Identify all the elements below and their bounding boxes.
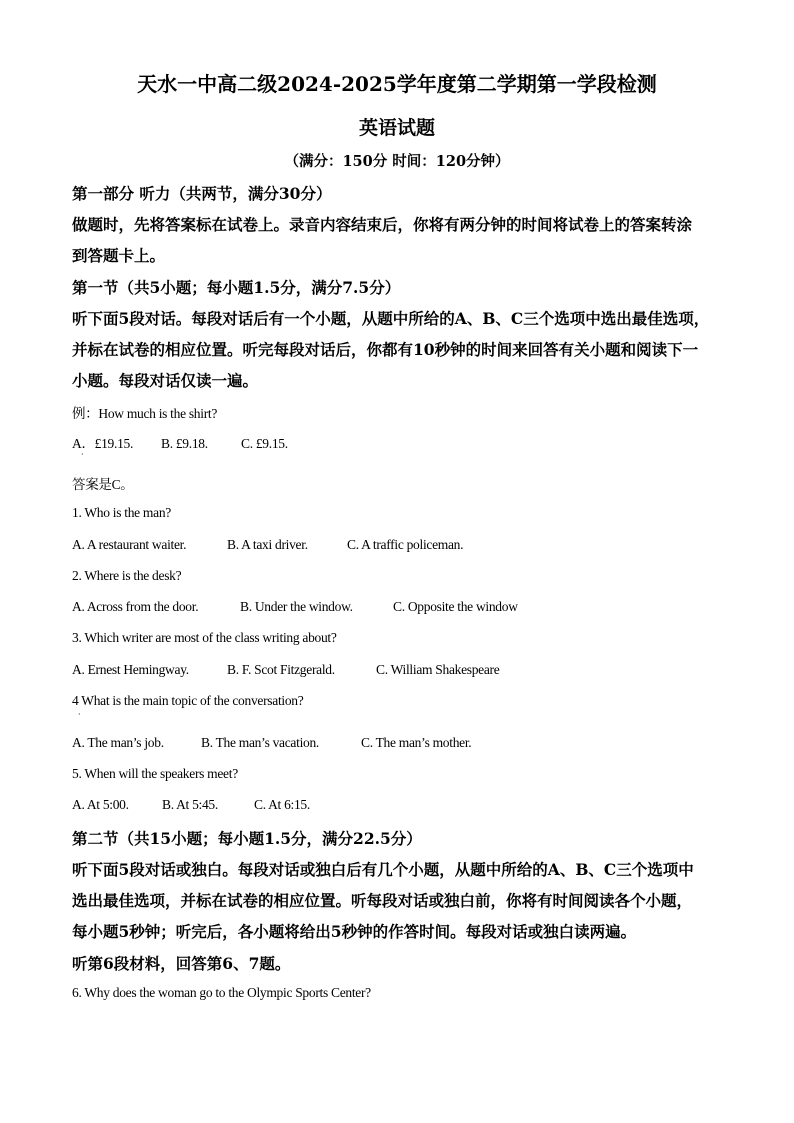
example-answer: 答案是C。 — [72, 477, 134, 492]
stray-dot-mark: · — [81, 450, 84, 459]
question-3-options — [72, 662, 499, 678]
section2-material: 听第6段材料，回答第6、7题。 — [72, 954, 291, 973]
question-4-options — [72, 735, 471, 751]
question-6: 6. Why does the woman go to the Olympic Sports Center? — [72, 985, 371, 1000]
question-1: 1. Who is the man? — [72, 505, 171, 520]
question-2-option-c: C. Opposite the window — [393, 599, 518, 614]
question-1-option-c: C. A traffic policeman. — [347, 537, 464, 552]
question-3-option-c: C. William Shakespeare — [376, 662, 500, 677]
section2-heading: 第二节（共15小题；每小题1.5分，满分22.5分） — [72, 829, 422, 848]
section1-heading: 第一节（共5小题；每小题1.5分，满分7.5分） — [72, 278, 401, 297]
question-5: 5. When will the speakers meet? — [72, 766, 238, 781]
section1-instruction-line2: 并标在试卷的相应位置。听完每段对话后，你都有10秒钟的时间来回答有关小题和阅读下一 — [72, 340, 699, 359]
example-question: 例：How much is the shirt? — [72, 406, 218, 421]
part1-instruction-line1: 做题时，先将答案标在试卷上。录音内容结束后，你将有两分钟的时间将试卷上的答案转涂 — [72, 215, 693, 234]
exam-meta: （满分：150分 时间：120分钟） — [284, 153, 510, 170]
question-4-option-c: C. The man’s mother. — [361, 735, 472, 750]
section1-instruction-line1: 听下面5段对话。每段对话后有一个小题，从题中所给的A、B、C三个选项中选出最佳选项， — [72, 309, 710, 328]
exam-subtitle: 英语试题 — [358, 117, 435, 139]
example-option-b: B. £9.18. — [161, 436, 208, 451]
question-5-option-c: C. At 6:15. — [254, 797, 310, 812]
question-1-option-b: B. A taxi driver. — [227, 537, 308, 552]
question-2: 2. Where is the desk? — [72, 568, 182, 583]
part1-heading: 第一部分 听力（共两节，满分30分） — [72, 184, 332, 203]
question-3-option-b: B. F. Scot Fitzgerald. — [227, 662, 335, 677]
question-2-option-a: A. Across from the door. — [72, 599, 199, 614]
stray-dot-mark: · — [78, 710, 81, 719]
section2-instruction-line2: 选出最佳选项，并标在试卷的相应位置。听每段对话或独白前，你将有时间阅读各个小题， — [72, 891, 693, 910]
question-4-option-b: B. The man’s vacation. — [201, 735, 319, 750]
question-3: 3. Which writer are most of the class writing about? — [72, 630, 337, 645]
exam-title: 天水一中高二级2024-2025学年度第二学期第一学段检测 — [137, 72, 657, 96]
question-2-option-b: B. Under the window. — [240, 599, 353, 614]
part1-instruction-line2: 到答题卡上。 — [72, 246, 166, 265]
question-3-option-a: A. Ernest Hemingway. — [72, 662, 189, 677]
question-4: 4 What is the main topic of the conversation? — [72, 693, 304, 708]
question-5-option-b: B. At 5:45. — [162, 797, 218, 812]
example-options — [72, 432, 288, 452]
question-4-option-a: A. The man’s job. — [72, 735, 164, 750]
question-1-option-a: A. A restaurant waiter. — [72, 537, 187, 552]
question-1-options — [72, 537, 463, 553]
question-5-option-a: A. At 5:00. — [72, 797, 129, 812]
section2-instruction-line3: 每小题5秒钟；听完后，各小题将给出5秒钟的作答时间。每段对话或独白读两遍。 — [72, 922, 637, 941]
question-2-options — [72, 599, 518, 615]
example-option-c: C. £9.15. — [241, 436, 288, 451]
example-option-a: A．£19.15. — [72, 436, 134, 451]
question-5-options — [72, 797, 310, 813]
section2-instruction-line1: 听下面5段对话或独白。每段对话或独白后有几个小题，从题中所给的A、B、C三个选项中 — [72, 860, 694, 879]
section1-instruction-line3: 小题。每段对话仅读一遍。 — [72, 371, 259, 390]
